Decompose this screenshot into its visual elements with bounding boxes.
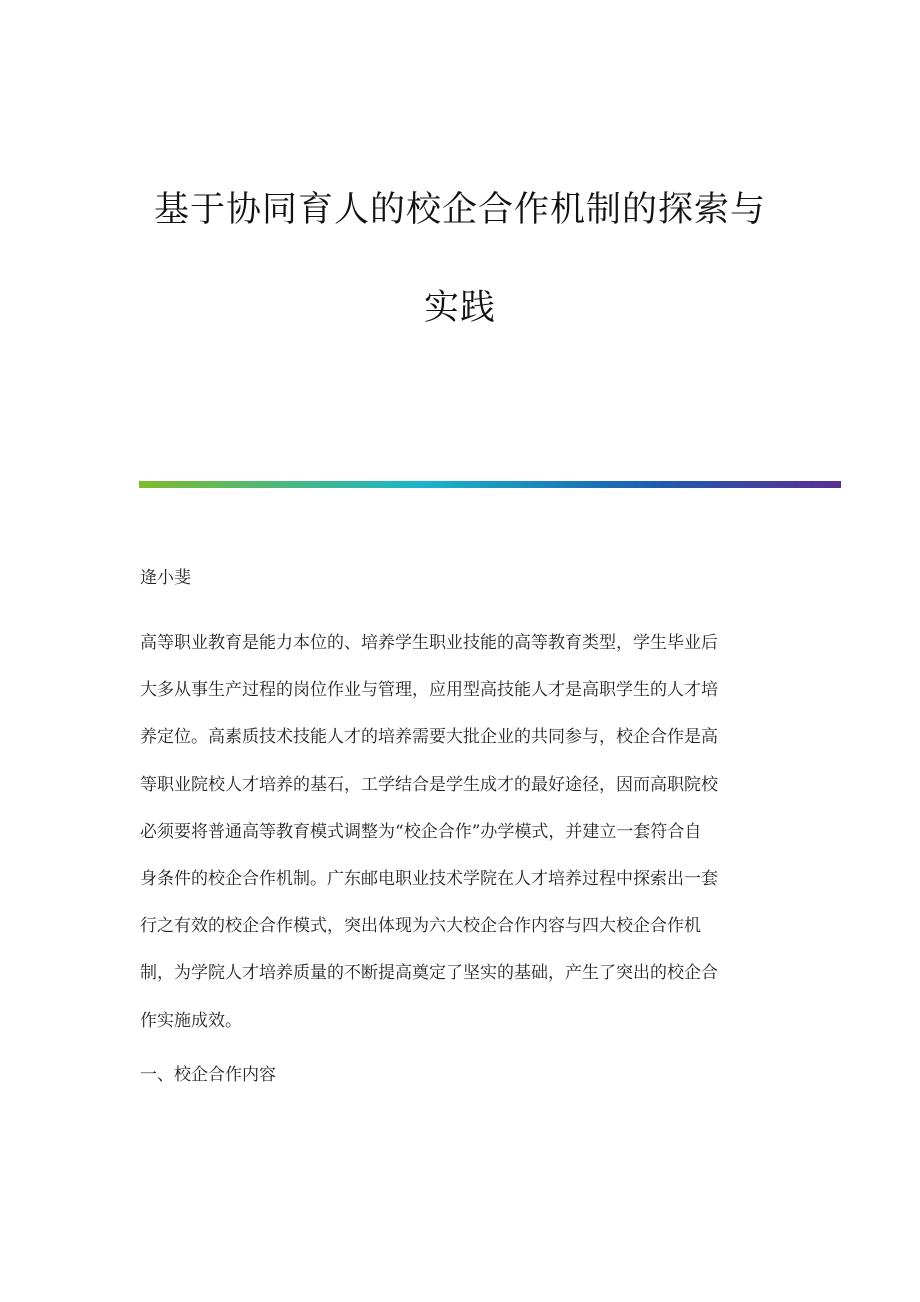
- title-line-1: 基于协同育人的校企合作机制的探索与: [153, 190, 766, 230]
- gradient-divider: [139, 481, 841, 488]
- paragraph-line: 必须要将普通高等教育模式调整为“校企合作”办学模式，并建立一套符合自: [140, 821, 702, 842]
- section-heading: 一、校企合作内容: [140, 1065, 276, 1085]
- paragraph-line: 制，为学院人才培养质量的不断提高奠定了坚实的基础，产生了突出的校企合: [140, 963, 718, 984]
- body-paragraph: [140, 620, 776, 1045]
- document-title: [120, 188, 800, 330]
- author-name: 逄小斐: [140, 568, 191, 588]
- paragraph-line: 高等职业教育是能力本位的、培养学生职业技能的高等教育类型，学生毕业后: [140, 633, 718, 653]
- paragraph-line: 作实施成效。: [140, 1010, 242, 1031]
- paragraph-line: 等职业院校人才培养的基石，工学结合是学生成才的最好途径，因而高职院校: [140, 774, 718, 795]
- paragraph-line: 养定位。高素质技术技能人才的培养需要大批企业的共同参与，校企合作是高: [140, 727, 718, 748]
- title-line-2: 实践: [423, 288, 496, 328]
- paragraph-line: 大多从事生产过程的岗位作业与管理，应用型高技能人才是高职学生的人才培: [140, 680, 718, 701]
- paragraph-line: 身条件的校企合作机制。广东邮电职业技术学院在人才培养过程中探索出一套: [140, 868, 718, 889]
- paragraph-line: 行之有效的校企合作模式，突出体现为六大校企合作内容与四大校企合作机: [140, 916, 701, 937]
